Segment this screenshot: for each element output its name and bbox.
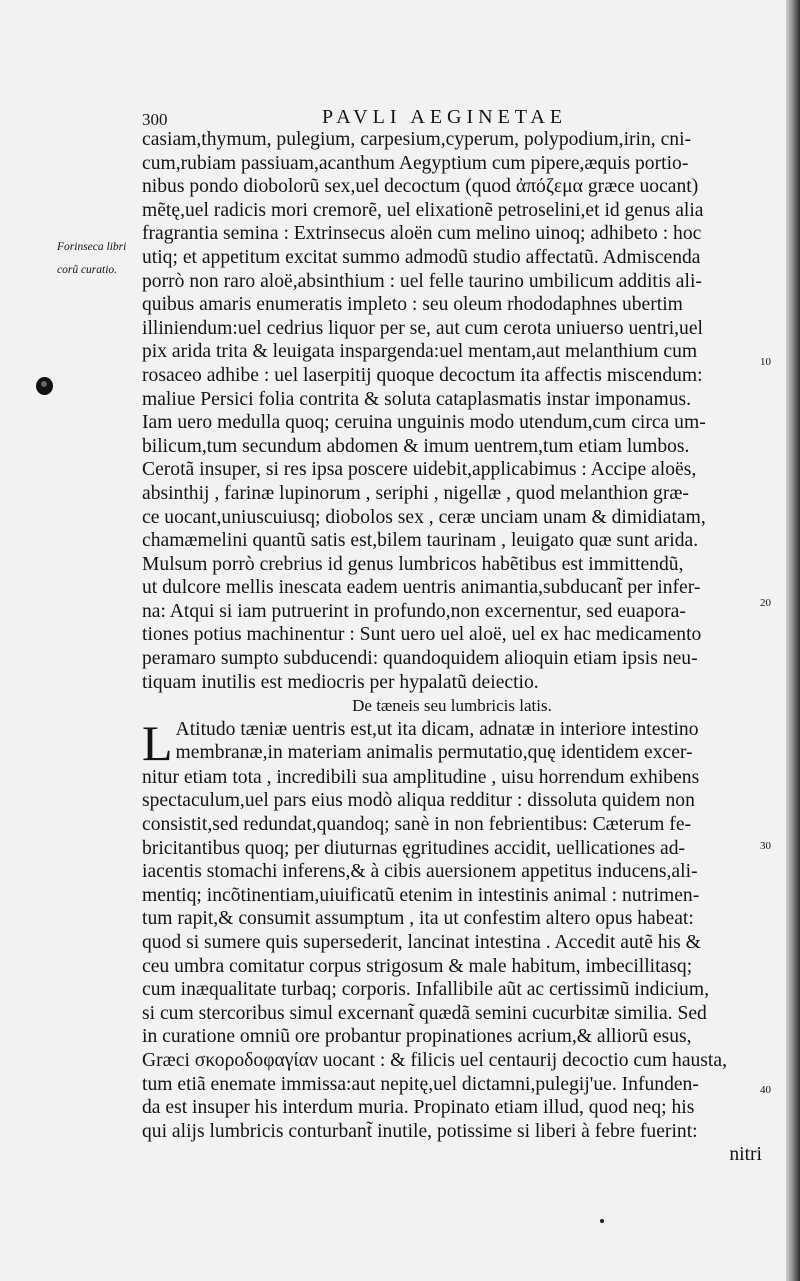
text-line: Mulsum porrò crebrius id genus lumbricos habẽtibus est immittendũ,: [142, 553, 684, 575]
text-line: peramaro sumpto subducendi: quandoquidem alioquin etiam ipsis neu-: [142, 648, 698, 670]
text-line: cum,rubiam passiuam,acanthum Aegyptium cum pipere,æquis portio-: [142, 152, 689, 174]
text-line: Iam uero medulla quoq; ceruina unguinis modo utendum,cum circa um-: [142, 412, 706, 434]
text-line: si cum stercoribus simul excernant̃ quædã semini cucurbitæ similia. Sed: [142, 1002, 707, 1024]
page-edge-shadow: [786, 0, 800, 1281]
text-line: Græci σκοροδοφαγίαν uocant : & filicis uel centaurij decoctio cum hausta,: [142, 1049, 727, 1071]
line-number: 20: [760, 597, 771, 609]
text-line: fragrantia semina : Extrinsecus aloën cum melino uinoq; adhibeto : hoc: [142, 223, 702, 245]
text-line: chamæmelini quantũ satis est,bilem taurinam , leuigato quæ sunt arida.: [142, 530, 699, 552]
text-line: quod si sumere quis supersederit, lancinat intestina . Accedit autẽ his &: [142, 932, 701, 953]
text-line: tum etiã enemate immissa:aut nepitę,uel dictamni,pulegij'ue. Infunden-: [142, 1073, 699, 1095]
margin-note-line: corũ curatio.: [57, 264, 118, 276]
text-line: qui alijs lumbricis conturbant̃ inutile, potissime si liberi à febre fuerint:: [142, 1120, 698, 1142]
text-line: mentiq; incõtinentiam,uiuificatũ etenim in intestinis animal : nutrimen-: [142, 884, 700, 906]
margin-note-line: Forinseca libri: [57, 241, 127, 253]
text-line: absinthij , farinæ lupinorum , seriphi , nigellæ , quod melanthion græ-: [142, 482, 689, 504]
section-paragraph: [142, 714, 762, 1167]
text-line: porrò non raro aloë,absinthium : uel felle taurino umbilicum additis ali-: [142, 270, 702, 292]
text-line: da est insuper his interdum muria. Propinato etiam illud, quod neq; his: [142, 1097, 695, 1119]
line-number: 10: [760, 356, 771, 368]
text-line: quibus amaris enumeratis impleto : seu oleum rhododaphnes ubertim: [142, 294, 683, 316]
text-line: illiniendum:uel cedrius liquor per se, aut cum cerota uniuerso uentri,uel: [142, 317, 703, 339]
text-line: tiones potius machinentur : Sunt uero uel aloë, uel ex hac medicamento: [142, 624, 702, 646]
page-number: 300: [142, 110, 168, 129]
line-number: 40: [760, 1084, 771, 1096]
text-line: Cerotã insuper, si res ipsa poscere uidebit,applicabimus : Accipe aloës,: [142, 459, 697, 481]
text-line: nitur etiam tota , incredibili sua amplitudine , uisu horrendum exhibens: [142, 766, 700, 788]
text-line: iacentis stomachi inferens,& à cibis auersionem appetitus inducens,ali-: [142, 861, 698, 883]
drop-cap: L: [142, 714, 173, 771]
text-line: tiquam inutilis est mediocris per hypalatũ deiectio.: [142, 671, 539, 693]
text-line: spectaculum,uel pars eius modò aliqua redditur : dissoluta quidem non: [142, 790, 695, 812]
text-line: in curatione omniũ ore probantur propinationes acrium,& alliorũ esus,: [142, 1026, 692, 1048]
text-line: cum inæqualitate turbaq; corporis. Infallibile aũt ac certissimũ indicium,: [142, 979, 709, 1001]
text-line: mẽtę,uel radicis mori cremorẽ, uel elixationẽ petroselini,et id genus alia: [142, 199, 704, 221]
text-line: maliue Persici folia contrita & soluta cataplasmatis instar imponamus.: [142, 388, 692, 410]
text-line: nibus pondo diobolorũ sex,uel decoctum (quod ἀπόζεμα græce uocant): [142, 176, 699, 198]
text-line: Atitudo tæniæ uentris est,ut ita dicam, adnatæ in interiore intestino: [175, 718, 699, 740]
section-heading: De tæneis seu lumbricis latis.: [352, 696, 552, 716]
text-line: rosaceo adhibe : uel laserpitij quoque decoctum ita affectis miscendum:: [142, 364, 703, 386]
text-line: bricitantibus quoq; per diuturnas ęgritudines accidit, uellicationes ad-: [142, 837, 686, 859]
text-line: ce uocant,uniuscuiusq; diobolos sex , ceræ unciam unam & dimidiatam,: [142, 506, 706, 528]
text-line: membranæ,in materiam animalis permutatio,quę identidem excer-: [175, 742, 693, 764]
line-number: 30: [760, 840, 771, 852]
text-line: ut dulcore mellis inescata eadem uentris animantia,subducant̃ per infer-: [142, 577, 701, 599]
text-line: na: Atqui si iam putruerint in profundo,non excernentur, sed euapora-: [142, 600, 686, 622]
main-text: [142, 128, 762, 1167]
text-line: tum rapit,& consumit assumptum , ita ut confestim altero opus habeat:: [142, 908, 694, 930]
catchword: nitri: [729, 1144, 762, 1166]
text-line: utiq; et appetitum excitat summo admodũ studio affectatũ. Admiscenda: [142, 246, 701, 268]
text-line: casiam,thymum, pulegium, carpesium,cyperum, polypodium,irin, cni-: [142, 129, 692, 150]
text-line: consistit,sed redundat,quandoq; sanè in non febrientibus: Cæterum fe-: [142, 814, 692, 836]
text-line: bilicum,tum secundum abdomen & imum uentrem,tum etiam lumbos.: [142, 435, 690, 457]
running-title: PAVLI AEGINETAE: [322, 106, 568, 128]
text-line: pix arida trita & leuigata inspargenda:uel mentam,aut melanthium cum: [142, 341, 698, 363]
margin-note: [57, 236, 142, 282]
ink-blot-icon: [36, 377, 53, 395]
ink-speck-icon: [600, 1219, 604, 1223]
text-line: ceu umbra comitatur corpus strigosum & male habitum, imbecillitasq;: [142, 955, 693, 977]
